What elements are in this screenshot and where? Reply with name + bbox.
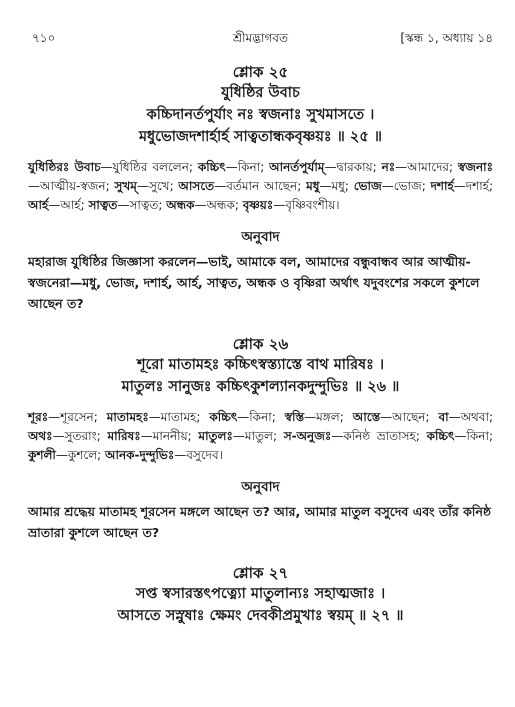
word-meaning: সুতরাং <box>64 429 97 443</box>
sanskrit-word: আনর্তপুর্যাম্ <box>269 160 325 174</box>
sloka-speaker: যুধিষ্ঠির উবাচ <box>221 85 300 101</box>
sanskrit-word: মধু <box>306 179 320 193</box>
word-meaning: বৃষ্ণিবংশীয় <box>285 198 336 212</box>
sloka-title: শ্লোক ২৫ <box>232 63 289 81</box>
word-meaning: দশার্হ <box>465 179 489 193</box>
sloka-title: শ্লোক ২৭ <box>232 564 289 582</box>
sanskrit-word: শূরঃ <box>28 410 49 424</box>
translation-heading: অনুবাদ <box>241 229 280 245</box>
word-meaning: ভোজ <box>393 179 422 193</box>
word-meaning: বসুদেব <box>186 448 219 462</box>
word-meaning: আত্মীয়-স্বজন <box>40 179 106 193</box>
word-meaning: কিনা <box>466 429 489 443</box>
translation-heading: অনুবাদ <box>241 479 280 495</box>
sanskrit-word: ভোজ <box>353 179 382 193</box>
sanskrit-word: আসতে <box>178 179 215 193</box>
sanskrit-word: মারিষঃ <box>107 429 141 443</box>
word-meaning: মাতামহ <box>160 410 197 424</box>
page-content <box>28 62 493 627</box>
verse-line: আসতে সস্নুষাঃ ক্ষেমং দেবকীপ্রমুখাঃ স্বয়ম্ ॥ ২৭ ॥ <box>117 608 404 624</box>
word-meaning: কিনা <box>249 410 272 424</box>
verse-line: মাতুলঃ সানুজঃ কচ্চিৎকুশল্যানকদুন্দুভিঃ ॥ ২৬ ॥ <box>121 379 400 395</box>
word-meaning: আর্হ <box>60 198 81 212</box>
translation-text: মহারাজ যুধিষ্ঠির জিজ্ঞাসা করলেন—ভাই, আমাকে বল, আমাদের বন্ধুবান্ধব আর আত্মীয়-স্বজনেরা—মধু, ভোজ, দশার্হ, আর্হ, সাত্বত, অন্ধক ও বৃষ্ণিরা অর্থাৎ যদুবংশের সকলে কুশলে আছেন ত? <box>28 254 480 311</box>
sanskrit-word: যুধিষ্ঠিরঃ উবাচ <box>28 160 101 174</box>
word-meaning: অন্ধক <box>206 198 235 212</box>
verse-line: কচ্চিদানর্তপুর্যাং নঃ স্বজনাঃ সুখমাসতে । <box>146 107 375 123</box>
word-meanings: শূরঃ—শূরসেন; মাতামহঃ—মাতামহ; কচ্চিৎ—কিনা; স্বস্তি—মঙ্গল; আস্তে—আছেন; বা—অথবা; অথঃ—সুতরাং; মারিষঃ—মাননীয়; মাতুলঃ—মাতুল; স-অনুজঃ—কনিষ্ঠ ভ্রাতাসহ; কচ্চিৎ—কিনা; কুশলী—কুশলে; আনক-দুন্দুভিঃ—বসুদেব। <box>28 410 493 462</box>
word-meaning: মাননীয় <box>152 429 188 443</box>
sloka-title: শ্লোক ২৬ <box>232 335 289 353</box>
word-meaning: সুখে <box>148 179 170 193</box>
sanskrit-word: কচ্চিৎ <box>426 429 455 443</box>
translation-text: আমার শ্রদ্ধেয় মাতামহ শূরসেন মঙ্গলে আছেন ত? আর, আমার মাতুল বসুদেব এবং তাঁর কনিষ্ঠ ভ্রাতারা কুশলে আছেন ত? <box>28 504 492 540</box>
page-number: ৭১০ <box>32 31 56 45</box>
sanskrit-word: স্বজনাঃ <box>457 160 494 174</box>
word-meaning: যুধিষ্ঠির বললেন <box>112 160 189 174</box>
sanskrit-word: মাতুলঃ <box>198 429 233 443</box>
verse-line: শূরো মাতামহঃ কচ্চিৎস্বস্ত্যাস্তে বাথ মারিষঃ । <box>136 357 385 373</box>
sanskrit-word: অথঃ <box>28 429 53 443</box>
word-meaning: কুশলে <box>67 448 98 462</box>
word-meaning: সাত্বত <box>129 198 159 212</box>
sanskrit-word: কুশলী <box>28 448 56 462</box>
sanskrit-word: আনক-দুন্দুভিঃ <box>105 448 175 462</box>
sanskrit-word: আর্হ <box>28 198 49 212</box>
word-meaning: আমাদের <box>407 160 449 174</box>
page-header <box>28 30 493 48</box>
sanskrit-word: আস্তে <box>352 410 381 424</box>
word-meaning: কিনা <box>237 160 261 174</box>
word-meaning: অথবা <box>460 410 489 424</box>
word-meaning: শূরসেন <box>60 410 94 424</box>
section-label: [স্কন্ধ ১, অধ্যায় ১৪ <box>400 31 493 45</box>
verse-line: মধুভোজদশার্হার্হ সাত্বতান্ধকবৃষ্ণয়ঃ ॥ ২৫ ॥ <box>138 129 382 145</box>
sanskrit-word: দশার্হ <box>430 179 454 193</box>
sanskrit-word: কচ্চিৎ <box>209 410 238 424</box>
sanskrit-word: নঃ <box>381 160 396 174</box>
word-meaning: আছেন <box>392 410 426 424</box>
sanskrit-word: বা <box>438 410 449 424</box>
sanskrit-word: সুখম্ <box>114 179 137 193</box>
sanskrit-word: স-অনুজঃ <box>283 429 332 443</box>
word-meaning: কনিষ্ঠ ভ্রাতাসহ <box>343 429 416 443</box>
word-meaning: দ্বারকায় <box>336 160 373 174</box>
word-meaning: মঙ্গল <box>316 410 340 424</box>
sanskrit-word: বৃষ্ণয়ঃ <box>242 198 274 212</box>
sanskrit-word: স্বস্তি <box>284 410 305 424</box>
sanskrit-word: মাতামহঃ <box>106 410 149 424</box>
word-meaning: মাতুল <box>244 429 273 443</box>
word-meaning: বর্তমান আছেন <box>226 179 298 193</box>
sanskrit-word: অন্ধক <box>166 198 195 212</box>
word-meanings: যুধিষ্ঠিরঃ উবাচ—যুধিষ্ঠির বললেন; কচ্চিৎ—কিনা; আনর্তপুর্যাম্—দ্বারকায়; নঃ—আমাদের; স্বজনাঃ—আত্মীয়-স্বজন; সুখম্—সুখে; আসতে—বর্তমান আছেন; মধু—মধু; ভোজ—ভোজ; দশার্হ—দশার্হ; আর্হ—আর্হ; সাত্বত—সাত্বত; অন্ধক—অন্ধক; বৃষ্ণয়ঃ—বৃষ্ণিবংশীয়। <box>28 160 494 212</box>
book-title: শ্রীমদ্ভাগবত <box>232 31 288 45</box>
sanskrit-word: কচ্চিৎ <box>197 160 226 174</box>
word-meaning: মধু <box>331 179 345 193</box>
sanskrit-word: সাত্বত <box>88 198 118 212</box>
verse-line: সপ্ত স্বসারস্তৎপত্ন্যো মাতুলান্যঃ সহাত্মজাঃ । <box>135 586 386 602</box>
